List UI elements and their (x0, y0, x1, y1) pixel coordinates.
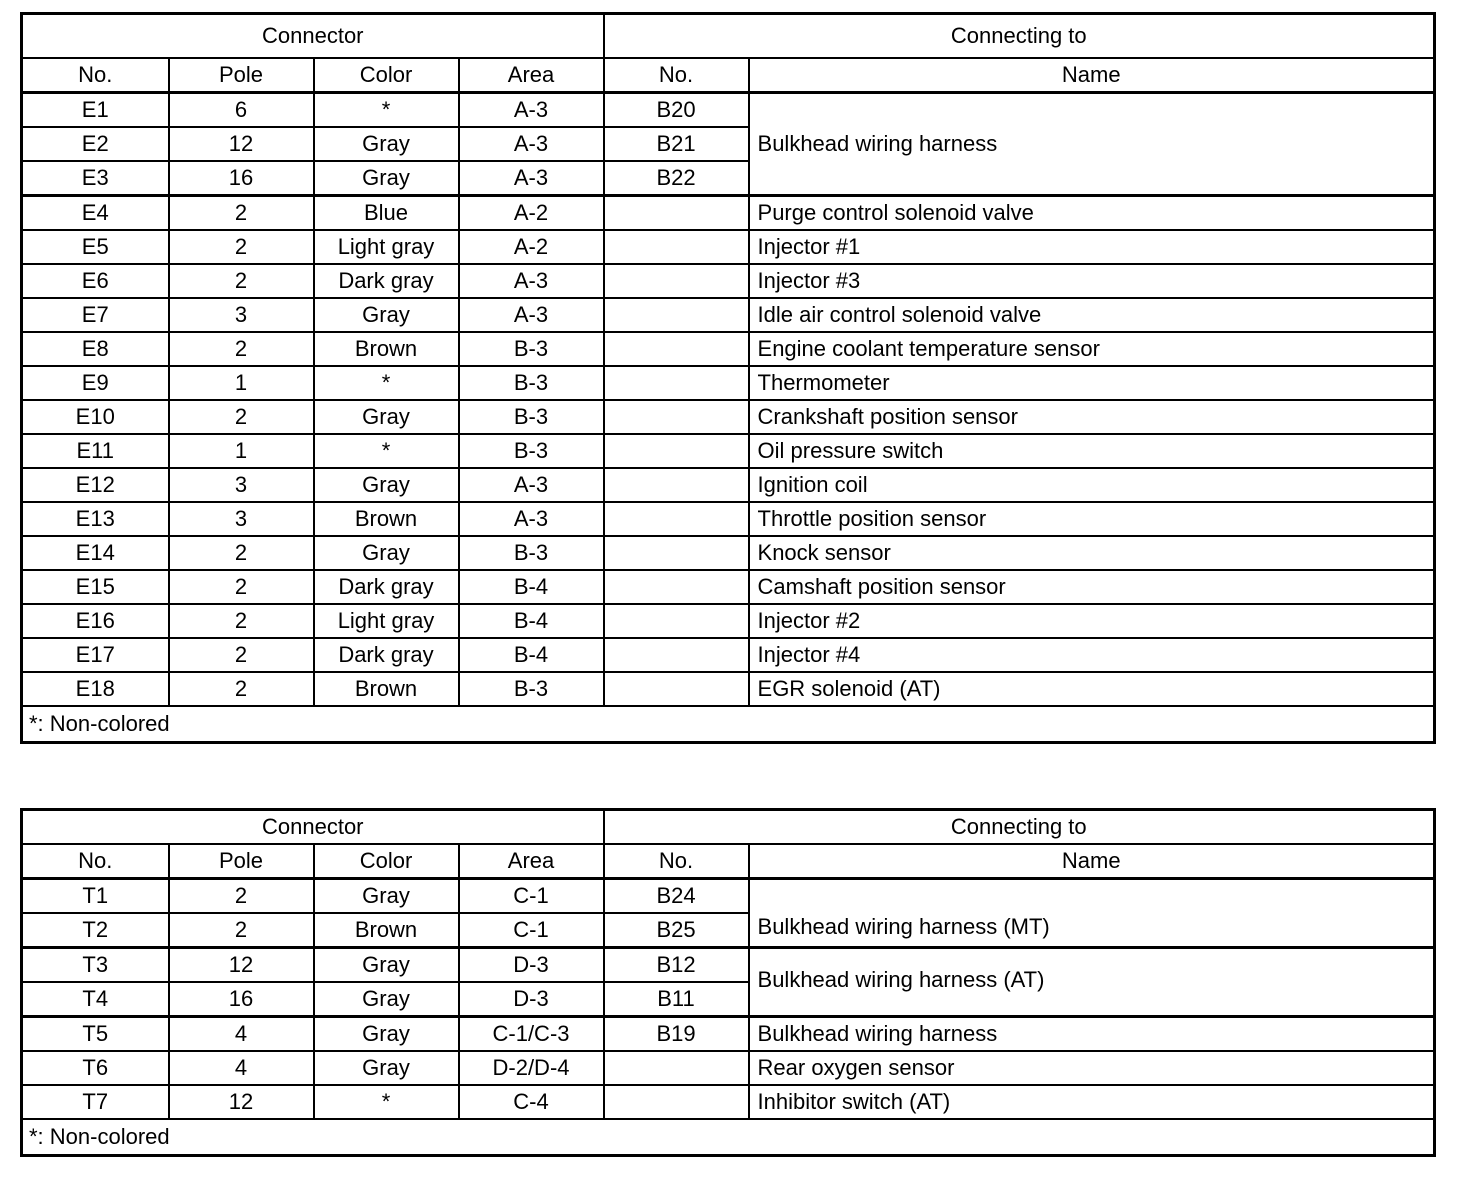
cell-no: T3 (22, 948, 169, 983)
cell-name: Rear oxygen sensor (749, 1051, 1435, 1085)
table-row (22, 332, 1435, 366)
cell-connecting-no: B19 (604, 1017, 749, 1052)
cell-color: Dark gray (314, 264, 459, 298)
header-connecting-no: No. (604, 844, 749, 879)
cell-connecting-no (604, 230, 749, 264)
cell-area: A-3 (459, 161, 604, 196)
cell-name: Injector #2 (749, 604, 1435, 638)
cell-connecting-no: B22 (604, 161, 749, 196)
cell-no: E8 (22, 332, 169, 366)
cell-name (749, 967, 1435, 1017)
cell-name (749, 93, 1435, 128)
cell-no: T4 (22, 982, 169, 1017)
cell-no: E17 (22, 638, 169, 672)
cell-name-text: Bulkhead wiring harness (AT) (757, 967, 1045, 992)
cell-name: Injector #4 (749, 638, 1435, 672)
cell-connecting-no: B11 (604, 982, 749, 1017)
group-header-connector: Connector (22, 14, 604, 59)
cell-connecting-no (604, 366, 749, 400)
cell-area: C-1 (459, 913, 604, 948)
cell-color: Blue (314, 196, 459, 231)
cell-no: E10 (22, 400, 169, 434)
cell-no: E14 (22, 536, 169, 570)
cell-no: E5 (22, 230, 169, 264)
cell-name: Oil pressure switch (749, 434, 1435, 468)
header-color: Color (314, 844, 459, 879)
column-header-row (22, 844, 1435, 879)
cell-name: EGR solenoid (AT) (749, 672, 1435, 706)
cell-color: Light gray (314, 604, 459, 638)
cell-area: B-3 (459, 434, 604, 468)
group-header-connecting-to: Connecting to (604, 14, 1435, 59)
cell-name: Crankshaft position sensor (749, 400, 1435, 434)
header-area: Area (459, 58, 604, 93)
cell-area: D-2/D-4 (459, 1051, 604, 1085)
cell-no: E3 (22, 161, 169, 196)
cell-color: Brown (314, 913, 459, 948)
cell-name: Throttle position sensor (749, 502, 1435, 536)
cell-connecting-no: B24 (604, 879, 749, 914)
cell-name (749, 913, 1435, 948)
cell-connecting-no: B20 (604, 93, 749, 128)
cell-connecting-no (604, 298, 749, 332)
connector-table-t (20, 808, 1436, 1157)
cell-color: Gray (314, 879, 459, 914)
cell-pole: 3 (169, 468, 314, 502)
cell-area: B-3 (459, 332, 604, 366)
cell-connecting-no (604, 638, 749, 672)
cell-no: T6 (22, 1051, 169, 1085)
cell-area: C-1 (459, 879, 604, 914)
cell-no: E9 (22, 366, 169, 400)
cell-no: E18 (22, 672, 169, 706)
cell-color: Gray (314, 1051, 459, 1085)
header-connector-no: No. (22, 844, 169, 879)
header-name: Name (749, 844, 1435, 879)
table-row (22, 468, 1435, 502)
cell-area: C-4 (459, 1085, 604, 1119)
cell-pole: 12 (169, 948, 314, 983)
cell-no: T2 (22, 913, 169, 948)
group-header-row (22, 810, 1435, 845)
cell-color: Gray (314, 127, 459, 161)
cell-name: Engine coolant temperature sensor (749, 332, 1435, 366)
cell-area: A-3 (459, 502, 604, 536)
cell-pole: 1 (169, 366, 314, 400)
cell-no: E16 (22, 604, 169, 638)
cell-area: B-4 (459, 638, 604, 672)
cell-connecting-no (604, 570, 749, 604)
footnote-row (22, 1119, 1435, 1156)
group-header-connecting-to: Connecting to (604, 810, 1435, 845)
cell-no: E4 (22, 196, 169, 231)
cell-pole: 16 (169, 161, 314, 196)
cell-color: Gray (314, 536, 459, 570)
table-row (22, 948, 1435, 983)
cell-area: A-2 (459, 230, 604, 264)
table-row (22, 93, 1435, 128)
cell-pole: 2 (169, 196, 314, 231)
cell-connecting-no (604, 604, 749, 638)
cell-name: Bulkhead wiring harness (749, 127, 1435, 161)
table-row (22, 298, 1435, 332)
footnote: *: Non-colored (22, 1119, 1435, 1156)
cell-area: B-3 (459, 366, 604, 400)
cell-connecting-no (604, 1085, 749, 1119)
cell-connecting-no: B25 (604, 913, 749, 948)
table-row (22, 127, 1435, 161)
cell-area: B-4 (459, 570, 604, 604)
cell-area: A-3 (459, 298, 604, 332)
cell-area: A-3 (459, 93, 604, 128)
cell-no: E7 (22, 298, 169, 332)
cell-color: * (314, 366, 459, 400)
cell-connecting-no (604, 264, 749, 298)
table-row (22, 366, 1435, 400)
table-row (22, 536, 1435, 570)
cell-pole: 12 (169, 127, 314, 161)
table-row (22, 400, 1435, 434)
cell-name: Injector #1 (749, 230, 1435, 264)
cell-name: Knock sensor (749, 536, 1435, 570)
cell-pole: 2 (169, 672, 314, 706)
cell-connecting-no (604, 468, 749, 502)
header-connector-no: No. (22, 58, 169, 93)
cell-connecting-no (604, 400, 749, 434)
cell-color: Gray (314, 161, 459, 196)
cell-pole: 2 (169, 879, 314, 914)
cell-name: Inhibitor switch (AT) (749, 1085, 1435, 1119)
cell-area: A-2 (459, 196, 604, 231)
cell-area: C-1/C-3 (459, 1017, 604, 1052)
group-header-connector: Connector (22, 810, 604, 845)
cell-name: Injector #3 (749, 264, 1435, 298)
cell-name: Purge control solenoid valve (749, 196, 1435, 231)
cell-color: Gray (314, 468, 459, 502)
header-pole: Pole (169, 844, 314, 879)
cell-color: Dark gray (314, 638, 459, 672)
cell-color: Light gray (314, 230, 459, 264)
cell-pole: 4 (169, 1051, 314, 1085)
cell-pole: 3 (169, 298, 314, 332)
cell-name: Idle air control solenoid valve (749, 298, 1435, 332)
cell-pole: 6 (169, 93, 314, 128)
table-row (22, 230, 1435, 264)
header-connecting-no: No. (604, 58, 749, 93)
cell-no: E1 (22, 93, 169, 128)
footnote-row (22, 706, 1435, 743)
cell-color: Brown (314, 332, 459, 366)
cell-pole: 16 (169, 982, 314, 1017)
cell-pole: 2 (169, 913, 314, 948)
cell-name: Camshaft position sensor (749, 570, 1435, 604)
cell-pole: 12 (169, 1085, 314, 1119)
table-row (22, 434, 1435, 468)
cell-pole: 1 (169, 434, 314, 468)
table-row (22, 913, 1435, 948)
cell-color: Gray (314, 400, 459, 434)
cell-area: B-3 (459, 672, 604, 706)
cell-connecting-no (604, 332, 749, 366)
header-pole: Pole (169, 58, 314, 93)
cell-pole: 2 (169, 264, 314, 298)
cell-no: E13 (22, 502, 169, 536)
cell-area: A-3 (459, 264, 604, 298)
header-name: Name (749, 58, 1435, 93)
table-row (22, 982, 1435, 1017)
cell-no: E6 (22, 264, 169, 298)
cell-connecting-no (604, 502, 749, 536)
header-color: Color (314, 58, 459, 93)
cell-no: E2 (22, 127, 169, 161)
cell-no: T7 (22, 1085, 169, 1119)
cell-area: B-3 (459, 536, 604, 570)
table-row (22, 1051, 1435, 1085)
cell-pole: 2 (169, 604, 314, 638)
cell-area: A-3 (459, 127, 604, 161)
cell-color: Gray (314, 948, 459, 983)
connector-table-e (20, 12, 1436, 744)
cell-pole: 2 (169, 332, 314, 366)
table-row (22, 502, 1435, 536)
cell-no: T1 (22, 879, 169, 914)
cell-connecting-no: B12 (604, 948, 749, 983)
cell-no: E15 (22, 570, 169, 604)
cell-name (749, 161, 1435, 196)
column-header-row (22, 58, 1435, 93)
cell-name-text: Bulkhead wiring harness (MT) (757, 914, 1050, 939)
cell-connecting-no: B21 (604, 127, 749, 161)
cell-no: T5 (22, 1017, 169, 1052)
cell-name (749, 879, 1435, 914)
cell-color: Gray (314, 982, 459, 1017)
cell-pole: 3 (169, 502, 314, 536)
cell-pole: 4 (169, 1017, 314, 1052)
cell-color: Brown (314, 672, 459, 706)
cell-color: Gray (314, 298, 459, 332)
table-row (22, 161, 1435, 196)
cell-color: * (314, 93, 459, 128)
cell-no: E11 (22, 434, 169, 468)
group-header-row (22, 14, 1435, 59)
cell-color: Gray (314, 1017, 459, 1052)
cell-pole: 2 (169, 400, 314, 434)
cell-color: Brown (314, 502, 459, 536)
cell-color: Dark gray (314, 570, 459, 604)
cell-name: Thermometer (749, 366, 1435, 400)
cell-pole: 2 (169, 536, 314, 570)
cell-pole: 2 (169, 570, 314, 604)
header-area: Area (459, 844, 604, 879)
cell-name: Ignition coil (749, 468, 1435, 502)
table-row (22, 196, 1435, 231)
cell-no: E12 (22, 468, 169, 502)
table-row (22, 672, 1435, 706)
cell-name: Bulkhead wiring harness (749, 1017, 1435, 1052)
cell-area: D-3 (459, 948, 604, 983)
cell-connecting-no (604, 434, 749, 468)
cell-connecting-no (604, 1051, 749, 1085)
cell-area: B-4 (459, 604, 604, 638)
table-row (22, 604, 1435, 638)
cell-connecting-no (604, 196, 749, 231)
cell-color: * (314, 1085, 459, 1119)
cell-connecting-no (604, 536, 749, 570)
table-row (22, 264, 1435, 298)
cell-pole: 2 (169, 230, 314, 264)
footnote: *: Non-colored (22, 706, 1435, 743)
table-row (22, 570, 1435, 604)
cell-area: D-3 (459, 982, 604, 1017)
cell-area: A-3 (459, 468, 604, 502)
table-row (22, 1085, 1435, 1119)
cell-connecting-no (604, 672, 749, 706)
table-row (22, 1017, 1435, 1052)
table-row (22, 879, 1435, 914)
cell-pole: 2 (169, 638, 314, 672)
cell-area: B-3 (459, 400, 604, 434)
table-row (22, 638, 1435, 672)
cell-color: * (314, 434, 459, 468)
